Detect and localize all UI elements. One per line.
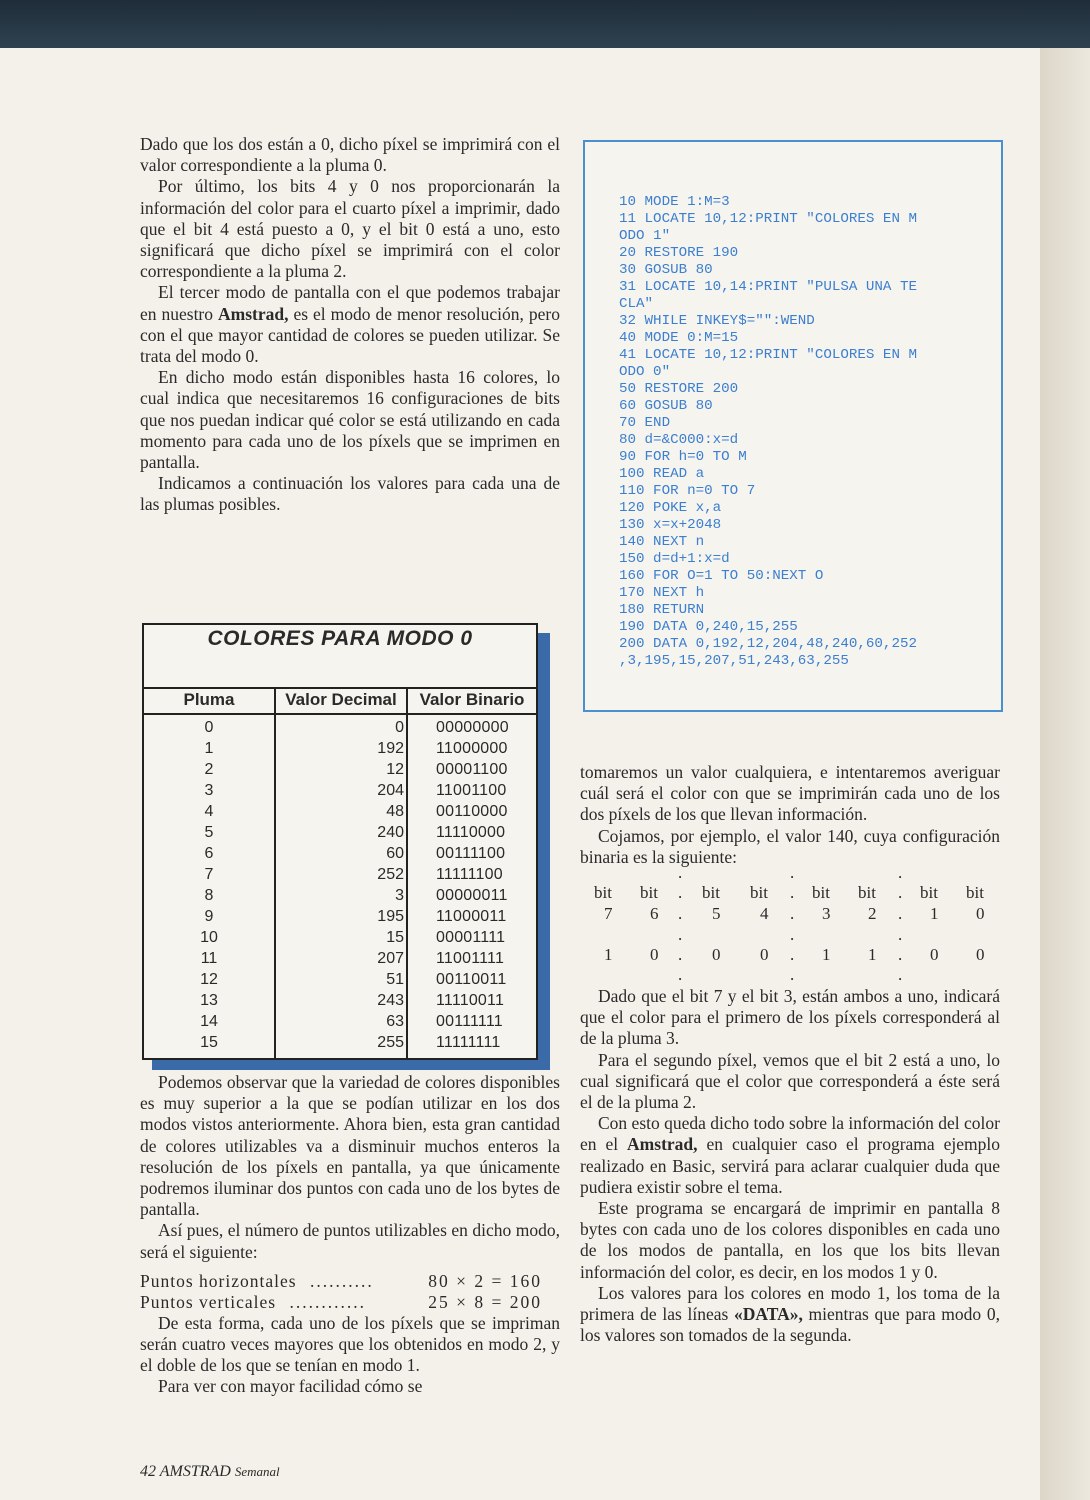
colors-table [142,623,538,1060]
table-cell: 14 [200,1013,218,1030]
paragraph: Dado que el bit 7 y el bit 3, están ambos a uno, indicará que el color para el primero de los píxels corresponderá al de la pluma 3. [580,986,1000,1049]
code-line: 140 NEXT n [619,534,705,550]
separator-dot: . [898,945,903,965]
table-header: Valor Binario [419,690,525,709]
table-cell: 11001111 [436,950,505,967]
table-cell: 1 [204,740,214,757]
left-column [140,134,560,516]
bit-number: 1 [930,904,939,924]
code-line: CLA" [619,296,654,312]
table-body [144,719,536,1055]
separator-dot: . [678,925,683,945]
code-line: 60 GOSUB 80 [619,398,713,414]
bit-label: bit [812,883,830,903]
table-cell: 8 [204,887,214,904]
table-cell: 5 [204,824,214,841]
page-number: 42 [140,1463,156,1480]
table-cell: 3 [395,887,404,904]
page-footer [140,1463,280,1481]
code-line: 120 POKE x,a [619,500,722,516]
table-cell: 4 [204,803,214,820]
bit-value: 0 [976,945,985,965]
table-row [144,803,536,824]
table-cell: 63 [386,1013,404,1030]
table-header: Valor Decimal [285,690,397,709]
bit-number: 6 [650,904,659,924]
table-cell: 15 [200,1034,218,1051]
bit-value: 0 [930,945,939,965]
table-row [144,929,536,950]
code-line: 20 RESTORE 190 [619,245,739,261]
paragraph: Podemos observar que la variedad de colores disponibles es muy superior a la que se podían utilizar en los dos modos vistos anteriormente. Ahora bien, esta gran cantidad de colores utilizables va a disminuir muchos enteros la resolución de los píxels en pantalla, ya que únicamente podremos iluminar dos puntos con cada uno de los bytes de pantalla. [140,1072,560,1220]
table-cell: 7 [204,866,214,883]
paragraph: Dado que los dos están a 0, dicho píxel se imprimirá con el valor correspondiente a la pluma 0. [140,134,560,176]
table-cell: 3 [204,782,214,799]
code-line: 180 RETURN [619,602,705,618]
table-cell: 11 [200,950,218,967]
bit-number: 5 [712,904,721,924]
table-row [144,1013,536,1034]
code-line: 80 d=&C000:x=d [619,432,739,448]
separator-dot: . [678,863,683,883]
bit-value: 1 [822,945,831,965]
table-cell: 204 [377,782,404,799]
table-cell: 13 [200,992,218,1009]
code-line: 40 MODE 0:M=15 [619,330,739,346]
code-line: ODO 0" [619,364,671,380]
table-cell: 00001100 [436,761,508,778]
table-cell: 11000011 [436,908,507,925]
code-line: 130 x=x+2048 [619,517,722,533]
paragraph: Indicamos a continuación los valores para cada una de las plumas posibles. [140,473,560,515]
table-cell: 11111100 [436,866,503,883]
bit-number: 4 [760,904,769,924]
table-cell: 2 [204,761,214,778]
paragraph: Así pues, el número de puntos utilizables en dicho modo, será el siguiente: [140,1220,560,1262]
code-line: 190 DATA 0,240,15,255 [619,619,798,635]
code-line: 50 RESTORE 200 [619,381,739,397]
table-row [144,950,536,971]
paragraph: Con esto queda dicho todo sobre la información del color en el Amstrad, en cualquier caso el programa ejemplo realizado en Basic, servirá para aclarar cualquier duda que pudiera existir sobre el tema. [580,1113,1000,1197]
code-line: 10 MODE 1:M=3 [619,194,730,210]
code-line: 150 d=d+1:x=d [619,551,730,567]
table-cell: 10 [200,929,218,946]
table-cell: 0 [204,719,214,736]
code-line: 90 FOR h=0 TO M [619,449,747,465]
table-header-row [144,687,536,715]
code-line: 160 FOR O=1 TO 50:NEXT O [619,568,824,584]
table-cell: 243 [377,992,404,1009]
table-cell: 0 [395,719,404,736]
bit-value: 1 [868,945,877,965]
code-line: 30 GOSUB 80 [619,262,713,278]
separator-dot: . [678,965,683,985]
bit-label: bit [594,883,612,903]
paragraph: De esta forma, cada uno de los píxels que se impriman serán cuatro veces mayores que los obtenidos en modo 2, y el doble de los que se tenían en modo 1. [140,1312,560,1376]
bit-number: 0 [976,904,985,924]
code-line: 200 DATA 0,192,12,204,48,240,60,252 [619,636,917,652]
brand-name: Amstrad, [218,303,289,324]
table-cell: 15 [386,929,404,946]
paragraph: En dicho modo están disponibles hasta 16 colores, lo cual indica que necesitaremos 16 configuraciones de bits que nos puedan indicar qué color se está utilizando en cada momento para cada uno de los píxels que se imprimen en pantalla. [140,367,560,473]
bit-configuration [580,863,1000,985]
bit-label: bit [750,883,768,903]
table-title: COLORES PARA MODO 0 [207,627,473,650]
table-cell: 60 [386,845,404,862]
brand-name: Amstrad, [627,1134,698,1155]
separator-dot: . [790,965,795,985]
code-line: 170 NEXT h [619,585,705,601]
bit-label: bit [858,883,876,903]
table-cell: 12 [386,761,404,778]
table-header: Pluma [183,690,235,709]
code-line: 100 READ a [619,466,705,482]
table-row [144,1034,536,1055]
table-row [144,824,536,845]
table-cell: 11001100 [436,782,507,799]
table-cell: 255 [377,1034,404,1051]
table-cell: 252 [377,866,404,883]
bit-label: bit [702,883,720,903]
table-cell: 6 [204,845,214,862]
table-row [144,971,536,992]
bit-value: 0 [650,945,659,965]
bit-label: bit [966,883,984,903]
table-cell: 240 [377,824,404,841]
separator-dot: . [898,863,903,883]
separator-dot: . [678,945,683,965]
code-line: ,3,195,15,207,51,243,63,255 [619,653,849,669]
bit-number: 3 [822,904,831,924]
table-row [144,992,536,1013]
code-line: 32 WHILE INKEY$="":WEND [619,313,815,329]
table-row [144,887,536,908]
paragraph: Para el segundo píxel, vemos que el bit 2 está a uno, lo cual significará que el color que corresponderá a éste será el de la pluma 2. [580,1049,1000,1113]
table-cell: 11110011 [436,992,505,1009]
bit-value: 1 [604,945,613,965]
table-cell: 00000000 [436,719,509,736]
code-line: 31 LOCATE 10,14:PRINT "PULSA UNA TE [619,279,917,295]
table-cell: 207 [377,950,404,967]
separator-dot: . [790,925,795,945]
table-row [144,782,536,803]
bit-number: 2 [868,904,877,924]
bit-value: 0 [760,945,769,965]
table-cell: 00001111 [436,929,506,946]
bit-number: 7 [604,904,613,924]
left-column-continued [140,1072,560,1398]
table-cell: 00110000 [436,803,508,820]
paragraph: tomaremos un valor cualquiera, e intentaremos averiguar cuál será el color con que se imprimirán cada uno de los dos píxels de los que llevan información. [580,762,1000,825]
paragraph: Por último, los bits 4 y 0 nos proporcionarán la información del color para el cuarto píxel a imprimir, dado que el bit 4 está puesto a 0, y el bit 0 está a uno, esto significará que dicho píxel se imprimirá con el color correspondiente a la pluma 2. [140,176,560,282]
paragraph: El tercer modo de pantalla con el que podemos trabajar en nuestro Amstrad, es el modo de menor resolución, pero con el que mayor cantidad de colores se pueden utilizar. Se trata del modo 0. [140,282,560,367]
right-column [580,762,1000,1346]
paragraph: Los valores para los colores en modo 1, los toma de la primera de las líneas «DATA», mientras que para modo 0, los valores son tomados de la segunda. [580,1282,1000,1346]
table-row [144,845,536,866]
basic-program-listing [583,140,1003,712]
code-line: ODO 1" [619,228,671,244]
table-cell: 195 [377,908,404,925]
separator-dot: . [678,904,683,924]
separator-dot: . [678,883,683,903]
paragraph: Este programa se encargará de imprimir en pantalla 8 bytes con cada uno de los colores disponibles en cada uno de los modos de pantalla, en los que los bits llevan información del color, es decir, en los modos 1 y 0. [580,1198,1000,1282]
code-line: 70 END [619,415,671,431]
bit-label: bit [920,883,938,903]
page-fold-edge [1040,48,1090,1500]
points-horizontal: Puntos horizontales .......... 80 × 2 = 160 [140,1270,542,1291]
bit-value: 0 [712,945,721,965]
paragraph: Cojamos, por ejemplo, el valor 140, cuya configuración binaria es la siguiente: [580,825,1000,867]
table-cell: 192 [377,740,404,757]
data-keyword: «DATA», [733,1304,803,1325]
page-top-edge [0,0,1090,48]
table-row [144,740,536,761]
table-row [144,866,536,887]
separator-dot: . [898,904,903,924]
separator-dot: . [898,925,903,945]
table-cell: 00000011 [436,887,508,904]
bit-label: bit [640,883,658,903]
program-code [619,194,917,670]
table-row [144,719,536,740]
points-vertical: Puntos verticales ............ 25 × 8 = 200 [140,1291,542,1312]
separator-dot: . [790,904,795,924]
separator-dot: . [898,965,903,985]
magazine-edition: Semanal [234,1464,280,1479]
code-line: 110 FOR n=0 TO 7 [619,483,756,499]
table-cell: 51 [386,971,404,988]
table-cell: 00111111 [436,1013,503,1030]
table-cell: 11110000 [436,824,506,841]
separator-dot: . [790,863,795,883]
code-line: 11 LOCATE 10,12:PRINT "COLORES EN M [619,211,917,227]
table-cell: 12 [200,971,218,988]
table-cell: 00111100 [436,845,506,862]
separator-dot: . [790,945,795,965]
table-cell: 00110011 [436,971,507,988]
table-cell: 48 [386,803,404,820]
separator-dot: . [898,883,903,903]
code-line: 41 LOCATE 10,12:PRINT "COLORES EN M [619,347,917,363]
magazine-name: AMSTRAD [159,1463,231,1480]
separator-dot: . [790,883,795,903]
table-row [144,761,536,782]
table-cell: 11111111 [436,1034,501,1051]
table-cell: 11000000 [436,740,508,757]
table-row [144,908,536,929]
table-cell: 9 [204,908,214,925]
paragraph: Para ver con mayor facilidad cómo se [158,1376,423,1397]
